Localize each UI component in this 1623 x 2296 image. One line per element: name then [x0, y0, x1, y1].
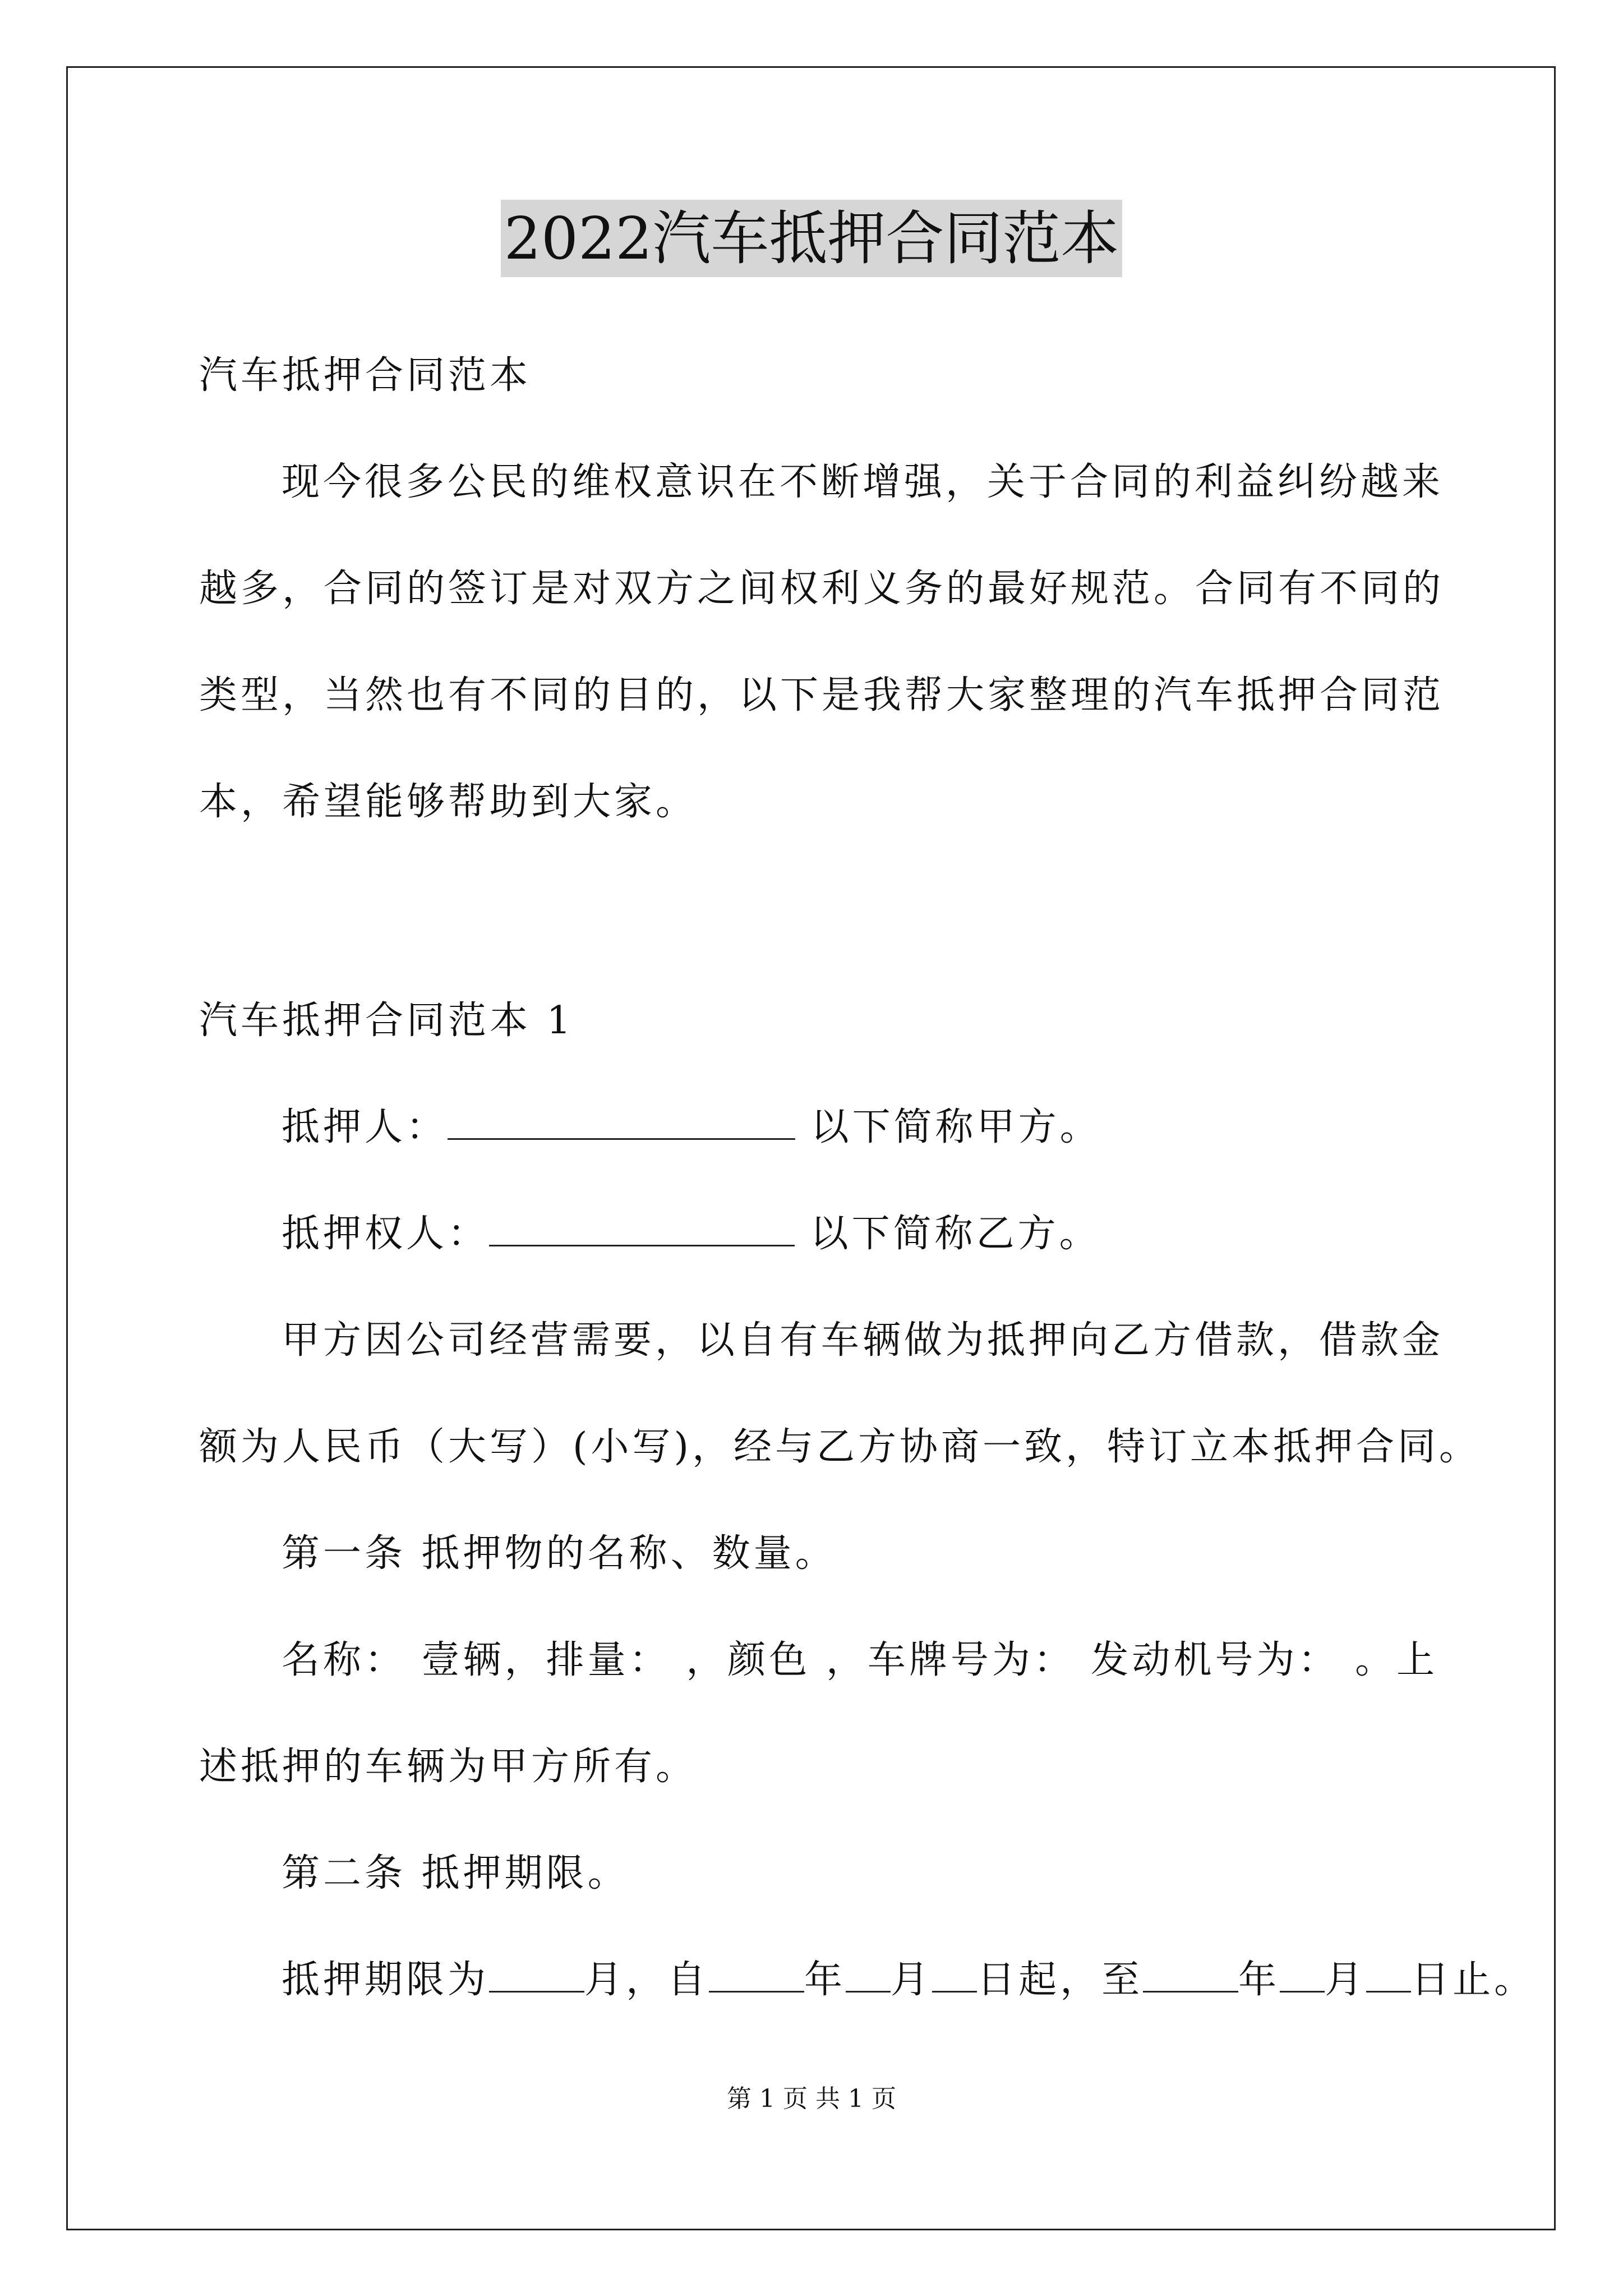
section-heading: 汽车抵押合同范本 1: [199, 999, 574, 1043]
document-subtitle: 汽车抵押合同范本: [199, 353, 532, 398]
title-container: [0, 200, 1623, 277]
purpose-line: 额为人民币（大写）(小写)，经与乙方协商一致，特订立本抵押合同。: [199, 1425, 1481, 1469]
start-month-blank: [846, 1957, 891, 1993]
mortgagee-suffix: 以下简称乙方。: [810, 1212, 1101, 1256]
term-text: 月: [1325, 1958, 1367, 2002]
end-day-blank: [1366, 1957, 1411, 1993]
term-text: 日起，至: [977, 1958, 1144, 2002]
mortgagor-suffix: 以下简称甲方。: [810, 1105, 1101, 1149]
article-one-heading: 第一条 抵押物的名称、数量。: [282, 1531, 837, 1576]
intro-line: 本，希望能够帮助到大家。: [199, 780, 698, 824]
mortgagor-line: [282, 1102, 1101, 1153]
intro-line: 类型，当然也有不同的目的，以下是我帮大家整理的汽车抵押合同范: [199, 673, 1445, 717]
document-title: 2022汽车抵押合同范本: [501, 200, 1123, 277]
intro-line: 现今很多公民的维权意识在不断增强，关于合同的利益纠纷越来: [282, 460, 1444, 504]
vehicle-line: 名称： 壹辆，排量： ，颜色 ，车牌号为： 发动机号为： 。上: [282, 1638, 1438, 1682]
mortgagee-blank: [489, 1211, 795, 1246]
term-text: 年: [804, 1958, 846, 2002]
end-year-blank: [1143, 1957, 1238, 1993]
vehicle-line: 述抵押的车辆为甲方所有。: [199, 1745, 698, 1789]
term-text: 抵押期限为: [282, 1958, 490, 2002]
term-text: 月: [891, 1958, 933, 2002]
intro-line: 越多，合同的签订是对双方之间权利义务的最好规范。合同有不同的: [199, 567, 1445, 611]
term-line: [282, 1955, 1536, 2005]
term-text: 月，自: [584, 1958, 709, 2002]
term-text: 年: [1238, 1958, 1280, 2002]
mortgagee-line: [282, 1209, 1101, 1259]
mortgagor-blank: [448, 1105, 795, 1140]
article-two-heading: 第二条 抵押期限。: [282, 1851, 629, 1895]
term-months-blank: [489, 1957, 584, 1993]
page-footer: 第 1 页 共 1 页: [727, 2085, 896, 2113]
mortgagee-label: 抵押权人：: [282, 1212, 490, 1256]
end-month-blank: [1280, 1957, 1325, 1993]
purpose-line: 甲方因公司经营需要，以自有车辆做为抵押向乙方借款，借款金: [282, 1318, 1444, 1363]
mortgagor-label: 抵押人：: [282, 1105, 448, 1149]
start-day-blank: [932, 1957, 977, 1993]
start-year-blank: [709, 1957, 804, 1993]
term-text: 日止。: [1411, 1958, 1536, 2002]
